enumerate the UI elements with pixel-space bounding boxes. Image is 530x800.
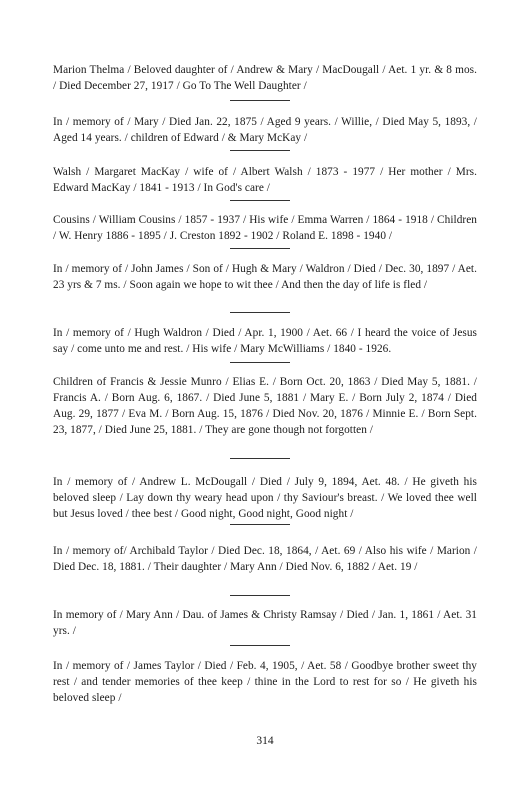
separator <box>230 150 290 151</box>
entry-james-taylor: In / memory of / James Taylor / Died / Feb. 4, 1905, / Aet. 58 / Goodbye brother sweet thy rest / and tender memories of thee keep / thine in the Lord to rest for so / He giveth his beloved sleep / <box>53 660 477 704</box>
entry-marion-thelma: Marion Thelma / Beloved daughter of / Andrew & Mary / MacDougall / Aet. 1 yr. & 8 mos. / Died December 27, 1917 / Go To The Well Daughter / <box>53 64 477 92</box>
separator <box>230 248 290 249</box>
separator <box>230 458 290 459</box>
entry-cousins: Cousins / William Cousins / 1857 - 1937 / His wife / Emma Warren / 1864 - 1918 / Children / W. Henry 1886 - 1895 / J. Creston 1892 - 1902 / Roland E. 1898 - 1940 / <box>53 214 477 242</box>
separator <box>230 362 290 363</box>
separator <box>230 100 290 101</box>
entry-munro-children: Children of Francis & Jessie Munro / Elias E. / Born Oct. 20, 1863 / Died May 5, 1881. / Francis A. / Born Aug. 6, 1867. / Died June 5, 1881 / Mary E. / Born July 2, 1874 / Died Aug. 29, 1877 / Eva M. / Born Aug. 15, 1876 / Died Nov. 20, 1876 / Minnie E. / Born Sept. 23, 1877, / Died June 25, 1881. / They are gone though not forgotten / <box>53 376 477 436</box>
separator <box>230 524 290 525</box>
separator <box>230 595 290 596</box>
separator <box>230 312 290 313</box>
entry-andrew-mcdougall: In / memory of / Andrew L. McDougall / Died / July 9, 1894, Aet. 48. / He giveth his beloved sleep / Lay down thy weary head upon / thy Saviour's breast. / We loved thee well but Jesus loved / thee best / Good night, Good night, Good night / <box>53 476 477 520</box>
entry-hugh-waldron: In / memory of / Hugh Waldron / Died / Apr. 1, 1900 / Aet. 66 / I heard the voice of Jesus say / come unto me and rest. / His wife / Mary McWilliams / 1840 - 1926. <box>53 327 477 355</box>
separator <box>230 645 290 646</box>
entry-walsh: Walsh / Margaret MacKay / wife of / Albert Walsh / 1873 - 1977 / Her mother / Mrs. Edward MacKay / 1841 - 1913 / In God's care / <box>53 166 477 194</box>
entry-archibald-taylor: In / memory of/ Archibald Taylor / Died Dec. 18, 1864, / Aet. 69 / Also his wife / Marion / Died Dec. 18, 1881. / Their daughter / Mary Ann / Died Nov. 6, 1882 / Aet. 19 / <box>53 545 477 573</box>
separator <box>230 200 290 201</box>
entry-mary-ann-ramsay: In memory of / Mary Ann / Dau. of James & Christy Ramsay / Died / Jan. 1, 1861 / Aet. 31 yrs. / <box>53 609 477 637</box>
page-number: 314 <box>256 735 274 747</box>
entry-john-james-waldron: In / memory of / John James / Son of / Hugh & Mary / Waldron / Died / Dec. 30, 1897 / Aet. 23 yrs & 7 ms. / Soon again we hope to wit thee / And then the day of life is fled / <box>53 263 477 291</box>
entry-mary-willie-mckay: In / memory of / Mary / Died Jan. 22, 1875 / Aged 9 years. / Willie, / Died May 5, 1893, / Aged 14 years. / children of Edward / & Mary McKay / <box>53 116 477 144</box>
